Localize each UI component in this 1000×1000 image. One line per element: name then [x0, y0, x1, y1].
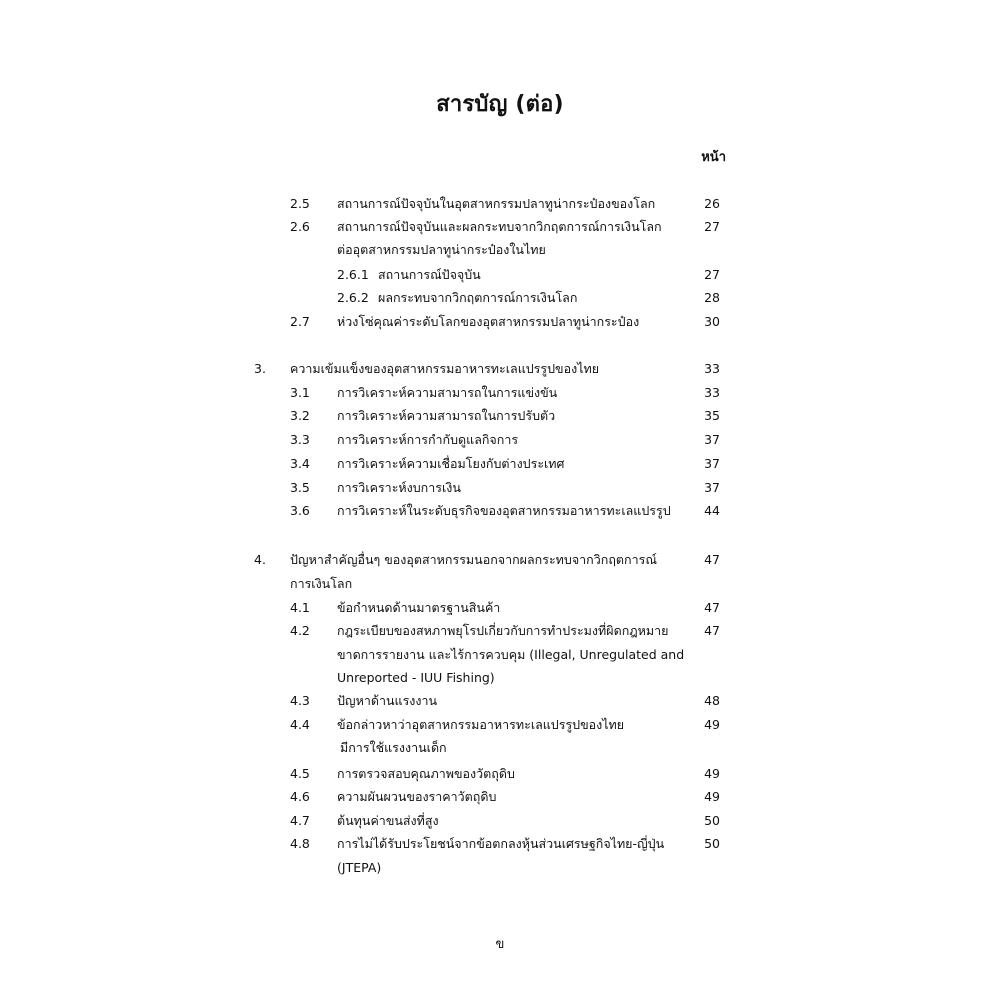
toc-entry-title: ต่ออุตสาหกรรมปลาทูน่ากระป๋องในไทย: [337, 242, 546, 257]
toc-entry-page: 50: [704, 813, 720, 828]
page-number-footer: ข: [495, 937, 505, 952]
toc-entry-continuation: [0, 667, 1000, 689]
toc-entry-page: 33: [704, 361, 720, 376]
toc-entry[interactable]: [0, 287, 1000, 309]
toc-entry-number: 4.8: [290, 836, 310, 851]
toc-entry-title: ต้นทุนค่าขนส่งที่สูง: [337, 813, 439, 828]
toc-entry-title: ข้อกล่าวหาว่าอุตสาหกรรมอาหารทะเลแปรรูปของไทย: [337, 717, 625, 732]
toc-entry-page: 48: [704, 693, 720, 708]
toc-entry[interactable]: [0, 833, 1000, 855]
toc-entry[interactable]: [0, 311, 1000, 333]
toc-entry[interactable]: [0, 358, 1000, 380]
toc-entry[interactable]: [0, 405, 1000, 427]
toc-entry-page: 47: [704, 600, 720, 615]
toc-entry-page: 49: [704, 789, 720, 804]
toc-entry[interactable]: [0, 382, 1000, 404]
toc-entry-page: 49: [704, 766, 720, 781]
toc-entry-number: 3.2: [290, 408, 310, 423]
toc-entry[interactable]: [0, 193, 1000, 215]
toc-entry-title: ผลกระทบจากวิกฤตการณ์การเงินโลก: [378, 290, 578, 305]
toc-entry-title: สถานการณ์ปัจจุบันในอุตสาหกรรมปลาทูน่ากระป๋องของโลก: [337, 196, 656, 211]
toc-entry-continuation: [0, 857, 1000, 879]
toc-entry-number: 4.5: [290, 766, 310, 781]
toc-entry-title: การวิเคราะห์งบการเงิน: [337, 480, 461, 495]
toc-entry-continuation: [0, 573, 1000, 595]
toc-entry[interactable]: [0, 500, 1000, 522]
toc-entry-title: กฎระเบียบของสหภาพยุโรปเกี่ยวกับการทำประมงที่ผิดกฎหมาย: [337, 623, 669, 638]
toc-entry-number: 4.7: [290, 813, 310, 828]
toc-entry-number: 2.6.1: [337, 267, 369, 282]
toc-entry[interactable]: [0, 477, 1000, 499]
toc-entry-continuation: [0, 644, 1000, 666]
toc-entry-continuation: [0, 737, 1000, 759]
toc-entry-title: ขาดการรายงาน และไร้การควบคุม (Illegal, Unregulated and: [337, 647, 685, 662]
toc-entry[interactable]: [0, 620, 1000, 642]
toc-entry[interactable]: [0, 690, 1000, 712]
toc-entry-page: 44: [704, 503, 720, 518]
toc-entry-page: 37: [704, 480, 720, 495]
toc-entry-title: สถานการณ์ปัจจุบันและผลกระทบจากวิกฤตการณ์การเงินโลก: [337, 219, 662, 234]
toc-entry-title: การวิเคราะห์ความเชื่อมโยงกับต่างประเทศ: [337, 456, 565, 471]
toc-entry-title: ความผันผวนของราคาวัตถุดิบ: [337, 789, 497, 804]
toc-entry-page: 27: [704, 267, 720, 282]
toc-entry-title: ปัญหาด้านแรงงาน: [337, 693, 438, 708]
toc-entry-title: การวิเคราะห์ในระดับธุรกิจของอุตสาหกรรมอาหารทะเลแปรรูป: [337, 503, 671, 518]
toc-entry[interactable]: [0, 810, 1000, 832]
toc-entry-number: 4.3: [290, 693, 310, 708]
toc-entry-title: การวิเคราะห์ความสามารถในการปรับตัว: [337, 408, 556, 423]
toc-entry-title: การเงินโลก: [290, 576, 353, 591]
toc-entry[interactable]: [0, 216, 1000, 238]
toc-entry[interactable]: [0, 549, 1000, 571]
toc-entry-title: ห่วงโซ่คุณค่าระดับโลกของอุตสาหกรรมปลาทูน่ากระป๋อง: [337, 314, 640, 329]
toc-entry[interactable]: [0, 597, 1000, 619]
toc-entry-page: 28: [704, 290, 720, 305]
toc-entry-title: มีการใช้แรงงานเด็ก: [340, 740, 447, 755]
toc-entry[interactable]: [0, 763, 1000, 785]
toc-entry-title: ความเข้มแข็งของอุตสาหกรรมอาหารทะเลแปรรูปของไทย: [290, 361, 600, 376]
toc-entry-number: 3.6: [290, 503, 310, 518]
toc-entry-title: การวิเคราะห์การกำกับดูแลกิจการ: [337, 432, 519, 447]
toc-entry-number: 3.: [254, 361, 266, 376]
toc-entry-number: 3.5: [290, 480, 310, 495]
toc-entry-number: 3.1: [290, 385, 310, 400]
toc-entry-continuation: [0, 239, 1000, 261]
toc-entry-page: 47: [704, 552, 720, 567]
toc-entry-page: 33: [704, 385, 720, 400]
toc-entry-number: 4.2: [290, 623, 310, 638]
toc-entry-page: 26: [704, 196, 720, 211]
toc-entry-title: การไม่ได้รับประโยชน์จากข้อตกลงหุ้นส่วนเศรษฐกิจไทย-ญี่ปุ่น: [337, 836, 665, 851]
toc-entry-number: 2.7: [290, 314, 310, 329]
toc-entry[interactable]: [0, 429, 1000, 451]
toc-entry-number: 3.3: [290, 432, 310, 447]
toc-entry-number: 4.6: [290, 789, 310, 804]
toc-entry-page: 37: [704, 456, 720, 471]
toc-entry-page: 30: [704, 314, 720, 329]
toc-entry-title: ปัญหาสำคัญอื่นๆ ของอุตสาหกรรมนอกจากผลกระทบจากวิกฤตการณ์: [290, 552, 657, 567]
toc-entry-title: การวิเคราะห์ความสามารถในการแข่งขัน: [337, 385, 558, 400]
toc-entry-page: 49: [704, 717, 720, 732]
toc-entry-title: ข้อกำหนดด้านมาตรฐานสินค้า: [337, 600, 501, 615]
toc-entry-number: 2.6: [290, 219, 310, 234]
toc-entry[interactable]: [0, 714, 1000, 736]
toc-entry-number: 2.5: [290, 196, 310, 211]
toc-entry-page: 27: [704, 219, 720, 234]
toc-entry-title: (JTEPA): [337, 860, 382, 875]
toc-entry-page: 37: [704, 432, 720, 447]
toc-entry[interactable]: [0, 786, 1000, 808]
toc-entry[interactable]: [0, 264, 1000, 286]
toc-entry-number: 3.4: [290, 456, 310, 471]
toc-entry[interactable]: [0, 453, 1000, 475]
toc-entry-number: 4.: [254, 552, 266, 567]
toc-entry-number: 2.6.2: [337, 290, 369, 305]
page-title: สารบัญ (ต่อ): [436, 92, 564, 117]
toc-entry-page: 47: [704, 623, 720, 638]
toc-entry-number: 4.1: [290, 600, 310, 615]
toc-entry-title: Unreported - IUU Fishing): [337, 670, 495, 685]
toc-entry-page: 35: [704, 408, 720, 423]
page-column-header: หน้า: [701, 150, 726, 165]
toc-entry-number: 4.4: [290, 717, 310, 732]
toc-entry-title: สถานการณ์ปัจจุบัน: [378, 267, 481, 282]
toc-entry-title: การตรวจสอบคุณภาพของวัตถุดิบ: [337, 766, 515, 781]
toc-entry-page: 50: [704, 836, 720, 851]
